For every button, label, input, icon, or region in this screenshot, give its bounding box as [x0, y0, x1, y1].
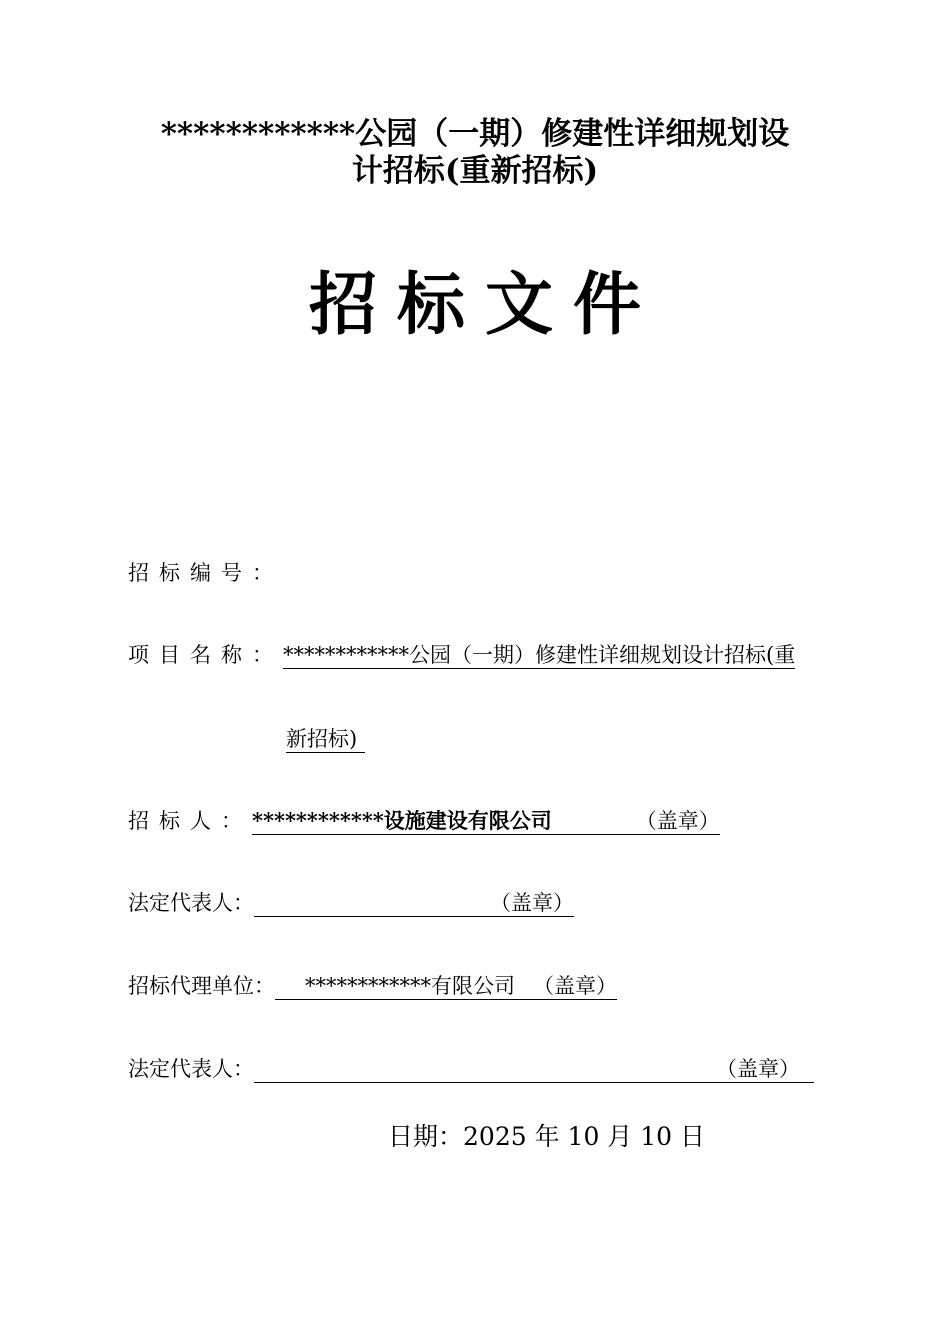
agency-legal-rep-seal: （盖章） — [716, 1057, 800, 1081]
tenderer-legal-rep-seal: （盖章） — [490, 891, 574, 915]
agency-label: 招标代理单位： — [128, 974, 275, 998]
project-name-value-line-2: 新招标) — [286, 726, 365, 753]
tenderer-field — [128, 806, 720, 836]
project-name-label: 项目名称： — [128, 643, 283, 667]
agency-legal-rep-value-box — [254, 1056, 814, 1083]
tenderer-legal-rep-value-box — [254, 890, 574, 917]
tenderer-label: 招标人： — [128, 809, 252, 833]
tenderer-name: ************设施建设有限公司 — [252, 808, 552, 833]
agency-legal-rep-label: 法定代表人： — [128, 1057, 254, 1081]
project-title-line-2: 计招标(重新招标) — [351, 153, 599, 189]
project-name-continuation — [286, 724, 365, 754]
agency-name: ************有限公司 — [305, 974, 515, 998]
document-title: 招标文件 — [308, 266, 661, 345]
tenderer-legal-rep-label: 法定代表人： — [128, 891, 254, 915]
tenderer-legal-rep-field — [128, 888, 574, 918]
agency-legal-rep-field — [128, 1054, 814, 1084]
date-line — [388, 1120, 705, 1154]
tenderer-value-box — [252, 808, 720, 835]
agency-field — [128, 971, 617, 1001]
project-name-field — [128, 640, 795, 670]
project-title-line-1: ************公园（一期）修建性详细规划设 — [160, 116, 790, 152]
project-title — [100, 116, 850, 190]
agency-seal: （盖章） — [533, 974, 617, 998]
bid-number-label: 招标编号： — [128, 561, 283, 585]
project-name-value-line-1: ************公园（一期）修建性详细规划设计招标(重 — [283, 643, 796, 667]
date-label: 日期： — [388, 1122, 464, 1151]
bid-number-field — [128, 558, 283, 588]
date-value: 2025 年 10 月 10 日 — [463, 1122, 705, 1151]
agency-value-box — [275, 973, 617, 1000]
tenderer-seal: （盖章） — [635, 809, 720, 833]
